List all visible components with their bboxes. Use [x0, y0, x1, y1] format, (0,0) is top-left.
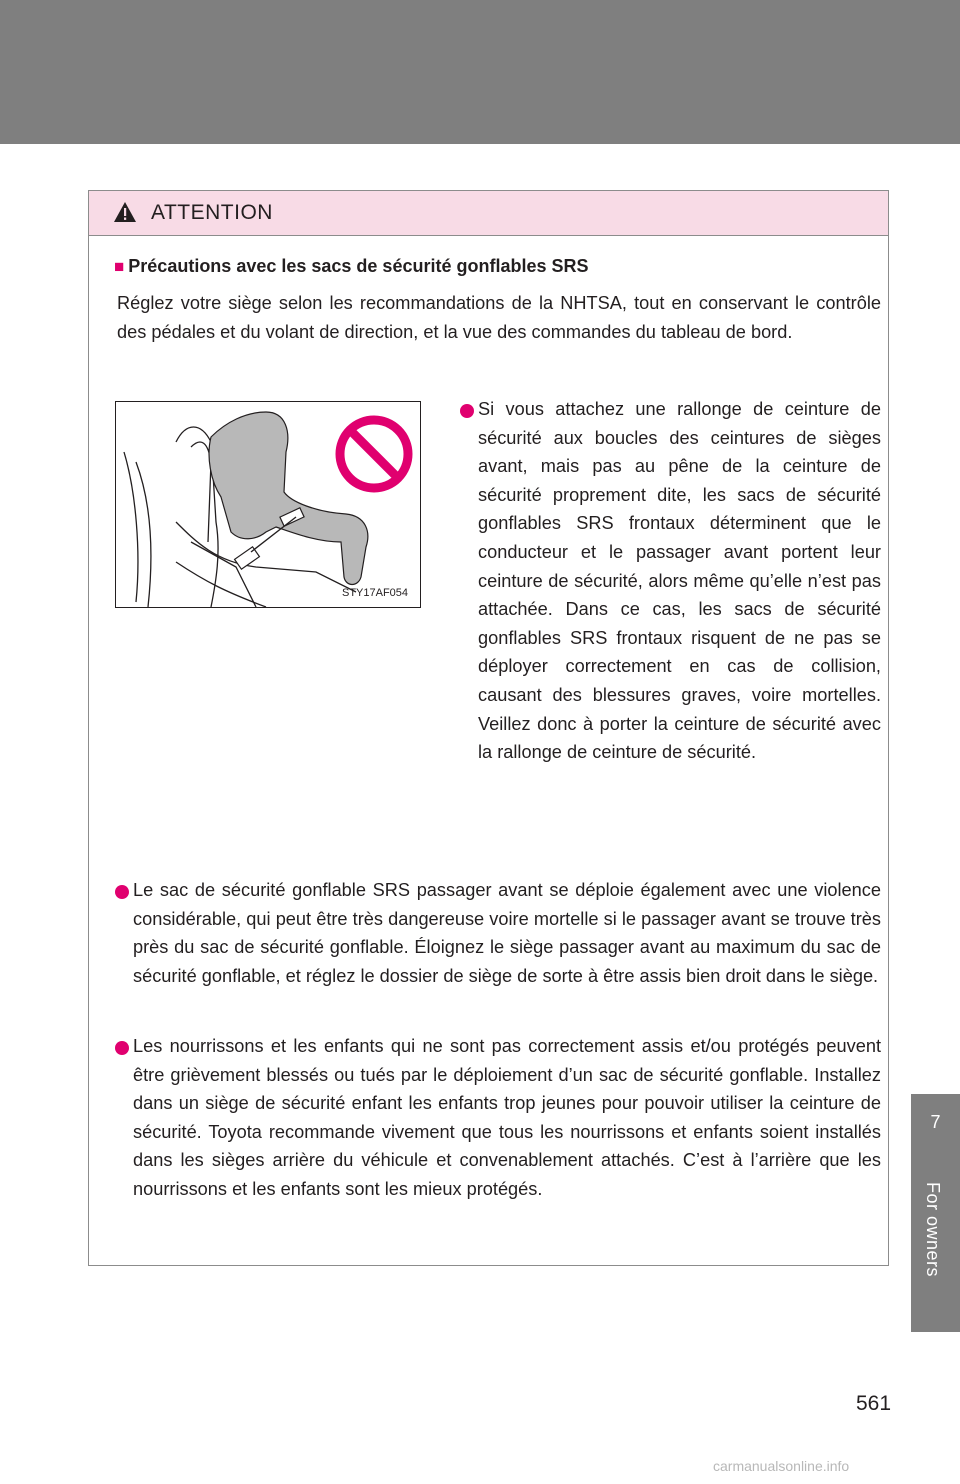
bullet-dot-icon [115, 885, 129, 899]
section-heading [114, 256, 589, 277]
chapter-title: For owners [923, 1182, 943, 1278]
warning-triangle-icon [113, 201, 137, 223]
bullet-dot-icon [115, 1041, 129, 1055]
seat-occupant-drawing [116, 402, 421, 608]
bullet-extender: Si vous attachez une rallonge de ceinture de sécurité aux boucles des ceintures de sièges avant, mais pas au pêne de la ceinture de sécurité proprement dite, les sacs de sécurité gonflables SRS frontaux déterminent que le conducteur et le passager avant portent leur ceinture de sécurité, alors même qu’elle n’est pas attachée. Dans ce cas, les sacs de sécurité gonflables SRS frontaux risquent de ne pas se déployer correctement en cas de collision, causant des blessures graves, voire mortelles. Veillez donc à porter la ceinture de sécurité avec la rallonge de ceinture de sécurité. [478, 399, 881, 763]
footer-watermark[interactable]: carmanualsonline.info [713, 1458, 850, 1474]
seatbelt-extender-illustration [115, 401, 421, 608]
bullet-children: Les nourrissons et les enfants qui ne sont pas correctement assis et/ou protégés peuvent être grièvement blessés ou tués par le déploiement d’un sac de sécurité gonflable. Installez dans un siège de sécurité enfant les enfants trop jeunes pour pouvoir utiliser la ceinture de sécurité. Toyota recommande vivement que tous les nourrissons et enfants soient installés dans les sièges arrière du véhicule et convenablement attachés. C’est à l’arrière que les nourrissons et les enfants sont les mieux protégés. [133, 1036, 881, 1199]
page-number: 561 [856, 1392, 892, 1415]
prohibition-icon [340, 420, 408, 488]
intro-paragraph: Réglez votre siège selon les recommandations de la NHTSA, tout en conservant le contrôle des pédales et du volant de direction, et la vue des commandes du tableau de bord. [117, 293, 881, 342]
section-heading-text: Précautions avec les sacs de sécurité gonflables SRS [128, 256, 589, 276]
chapter-number: 7 [930, 1112, 941, 1132]
bullet-dot-icon [460, 404, 474, 418]
square-bullet-icon: ■ [114, 257, 125, 276]
attention-title: ATTENTION [151, 201, 273, 224]
bullet-passenger-airbag: Le sac de sécurité gonflable SRS passager avant se déploie également avec une violence considérable, qui peut être très dangereuse voire mortelle si le passager avant se trouve très près du sac de sécurité gonflable. Éloignez le siège passager avant au maximum du sac de sécurité gonflable, et réglez le dossier de siège de sorte à être assis bien droit dans le siège. [133, 880, 881, 986]
header-band [0, 0, 960, 144]
attention-header [89, 191, 888, 236]
illustration-code: STY17AF054 [342, 587, 409, 599]
